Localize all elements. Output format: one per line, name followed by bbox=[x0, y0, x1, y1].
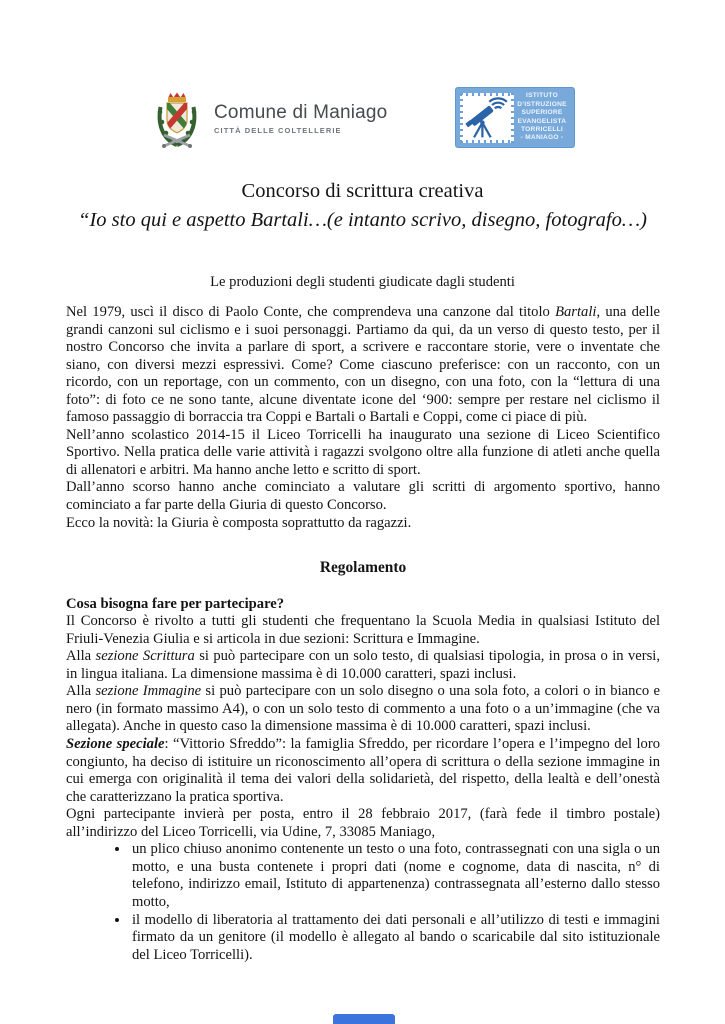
text-segment: Ogni partecipante invierà per posta, entro il 28 febbraio 2017, (farà fede il timbro postale) all’indirizzo del Liceo Torricelli, via Udine, 7, 33085 Maniago, bbox=[66, 806, 660, 840]
comune-tagline: CITTÀ DELLE COLTELLERIE bbox=[214, 125, 342, 135]
text-segment: sezione Immagine bbox=[95, 683, 202, 700]
invio-paragraph bbox=[66, 806, 660, 841]
text-segment: Regolamento bbox=[319, 559, 407, 577]
text-segment: Sezione speciale bbox=[66, 736, 165, 753]
page-subtitle: “Io sto qui e aspetto Bartali…(e intanto scrivo, disegno, fotografo…) bbox=[78, 209, 647, 231]
text-segment: , una delle grandi canzoni sul ciclismo e i suoi personaggi. Partiamo da qui, da un verso di questo testo, per il nostro Concorso che invita a parlare di sport, a scrivere e raccontare storie, vere o inventate che siano, con diversi mezzi espressivi. Come? Come ciascuno preferisce: con un racconto, con un ricordo, con un reportage, con un commento, con un disegno, con una foto, con la “lettura di una foto”: di foto ce ne sono tante, alcune diventate icone del ‘900: sempre per restare nel ciclismo il famoso passaggio di borraccia tra Coppi e Bartali o Bartali e Coppi, come ci piace di più. bbox=[66, 304, 660, 426]
text-segment: : “Vittorio Sfreddo”: la famiglia Sfreddo, per ricordare l’opera e l’impegno del loro congiunto, ha deciso di istituire un riconoscimento all’opera di scrittura o della sezione immagine in cui emerga con originalità il tema dei valori della solidarietà, del rispetto, della lealtà e dell’onestà che caratterizzano la pratica sportiva. bbox=[66, 736, 661, 805]
istituto-line: SUPERIORE bbox=[521, 109, 563, 117]
text-segment: Nell’anno scolastico 2014-15 il Liceo Torricelli ha inaugurato una sezione di Liceo Scientifico Sportivo. Nella pratica delle varie attività i ragazzi svolgono oltre alla funzione di atleti anche quella di allenatori e arbitri. Ma hanno anche letto e scritto di sport. bbox=[66, 426, 660, 478]
text-segment: Alla bbox=[66, 648, 96, 665]
section-heading-regolamento bbox=[66, 559, 660, 577]
istituto-line: EVANGELISTA bbox=[517, 117, 567, 125]
comune-maniago-logo bbox=[150, 88, 387, 148]
maniago-coat-of-arms-icon bbox=[150, 88, 204, 148]
text-segment: sezione Scrittura bbox=[95, 648, 195, 665]
telescope-signal-icon bbox=[463, 96, 511, 140]
comune-name: Comune di Maniago bbox=[214, 101, 388, 123]
document-body bbox=[66, 304, 660, 964]
sezione-speciale-paragraph bbox=[66, 736, 660, 806]
lead-line: Le produzioni degli studenti giudicate dagli studenti bbox=[210, 274, 515, 290]
istituto-line: ISTITUTO bbox=[526, 92, 558, 100]
novita-paragraph bbox=[66, 515, 660, 533]
intro-paragraph bbox=[66, 304, 660, 427]
giuria-paragraph bbox=[66, 479, 660, 514]
text-segment: il modello di liberatoria al trattamento dei dati personali e all’utilizzo di testi e immagini firmato da un genitore (il modello è allegato al bando o scaricabile dal sito istituzionale del Liceo Torricelli). bbox=[132, 911, 660, 963]
telescope-panel bbox=[460, 93, 514, 143]
bullet-item bbox=[130, 912, 660, 965]
text-segment: Ecco la novità: la Giuria è composta soprattutto da ragazzi. bbox=[66, 514, 412, 531]
text-segment: Dall’anno scorso hanno anche cominciato a valutare gli scritti di argomento sportivo, hanno cominciato a far parte della Giuria di questo Concorso. bbox=[66, 479, 660, 514]
istituto-torricelli-logo bbox=[455, 87, 575, 148]
istituto-line: TORRICELLI bbox=[521, 125, 563, 133]
requirements-bullet-list bbox=[66, 841, 660, 964]
text-segment: si può partecipare con un solo testo, di qualsiasi tipologia, in prosa o in versi, in lingua italiana. La dimensione massima è di 10.000 caratteri, spazi inclusi. bbox=[66, 648, 660, 682]
text-segment: un plico chiuso anonimo contenente un testo o una foto, contrassegnati con una sigla o un motto, e una busta contenete i propri dati (nome e cognome, data di nascita, n° di telefono, indirizzo email, Istituto di appartenenza) contrassegnata all’esterno dallo stesso motto, bbox=[132, 841, 660, 910]
eligibility-paragraph bbox=[66, 613, 660, 648]
question-subheading bbox=[66, 596, 660, 614]
text-segment: Alla bbox=[66, 683, 96, 700]
text-segment: Cosa bisogna fare per partecipare? bbox=[66, 595, 285, 612]
istituto-name-block bbox=[514, 92, 570, 142]
liceo-paragraph bbox=[66, 427, 660, 480]
text-segment: Nel 1979, uscì il disco di Paolo Conte, che comprendeva una canzone dal titolo bbox=[66, 304, 556, 320]
sezione-scrittura-paragraph bbox=[66, 648, 660, 683]
text-segment: si può partecipare con un solo disegno o una sola foto, a colori o in bianco e nero (in formato massimo A4), o con un solo testo di commento a una foto o a un’immagine (che va allegata). Anche in questo caso la dimensione massima è di 10.000 caratteri, spazi inclusi. bbox=[66, 683, 660, 735]
page-title: Concorso di scrittura creativa bbox=[241, 180, 484, 202]
sezione-immagine-paragraph bbox=[66, 683, 660, 736]
bullet-item bbox=[130, 841, 660, 911]
comune-text-block bbox=[214, 102, 387, 135]
text-segment: Bartali bbox=[555, 304, 597, 320]
bottom-blue-button-sliver[interactable] bbox=[333, 1014, 395, 1024]
istituto-line: - MANIAGO - bbox=[520, 134, 564, 142]
istituto-line: D’ISTRUZIONE bbox=[517, 100, 567, 108]
text-segment: Il Concorso è rivolto a tutti gli studenti che frequentano la Scuola Media in qualsiasi Istituto del Friuli-Venezia Giulia e si articola in due sezioni: Scrittura e Immagine. bbox=[66, 613, 660, 647]
